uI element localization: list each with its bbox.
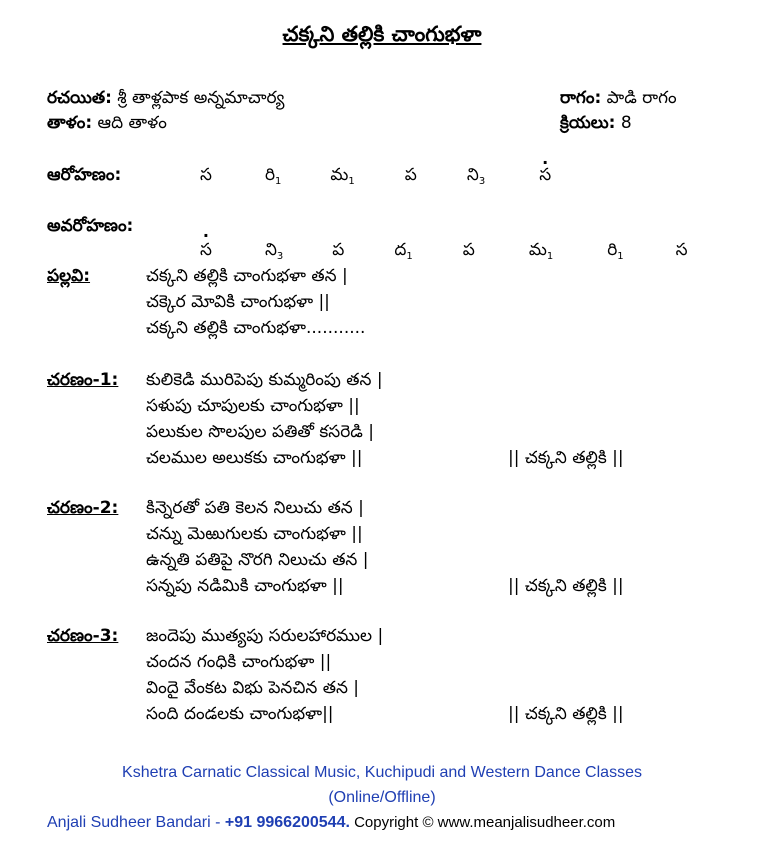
arohanam-note [467, 165, 485, 189]
composer-line [47, 88, 284, 112]
swara-letter: మ [330, 165, 349, 185]
pallavi-line: చక్కెర మోవికి చాంగుభళా || [146, 292, 330, 312]
charanam3-line: విందై వేంకట విభు పెనచిన తన | [146, 678, 360, 698]
footer-phone: +91 9966200544. [224, 814, 350, 831]
avarohanam-note [394, 240, 412, 264]
avarohanam-label: అవరోహణం: [47, 216, 134, 236]
avarohanam-note [676, 240, 688, 264]
swara-subscript: 1 [546, 251, 554, 262]
swara-letter: ద [394, 240, 407, 260]
charanam3-refrain: || చక్కని తల్లికి || [508, 704, 624, 724]
swara-letter: స [539, 165, 552, 185]
composer-label: రచయిత: [47, 88, 112, 108]
swara-subscript: 1 [275, 176, 282, 187]
footer-name: Anjali Sudheer Bandari - [47, 814, 225, 831]
charanam2-label: చరణం-2: [47, 498, 119, 518]
footer-line2: (Online/Offline) [328, 789, 436, 806]
arohanam-note [539, 165, 551, 189]
avarohanam-note [529, 240, 553, 264]
swara-subscript: 1 [406, 251, 413, 262]
pallavi-line: చక్కని తల్లికి చాంగుభళా........... [146, 318, 366, 338]
charanam3-line: జందెపు ముత్యపు సరులహారముల | [146, 626, 384, 646]
avarohanam-note [200, 240, 212, 264]
footer-contact [47, 814, 615, 832]
swara-subscript: 3 [276, 251, 284, 262]
charanam2-line: ఉన్నతి పతిపై నొరగి నిలుచు తన | [146, 550, 369, 570]
charanam1-line: కులికెడి మురిపెపు కుమ్మరింపు తన | [146, 370, 383, 390]
charanam3-line: చందన గంధికి చాంగుభళా || [146, 652, 332, 672]
swara-subscript: 3 [478, 176, 486, 187]
charanam3-line: సంది దండలకు చాంగుభళా|| [146, 704, 334, 724]
pallavi-line: చక్కని తల్లికి చాంగుభళా తన | [146, 266, 348, 286]
arohanam-note [330, 165, 354, 189]
swara-letter: ని [466, 165, 479, 185]
swara-letter: స [200, 240, 212, 260]
arohanam-note [200, 165, 212, 189]
charanam3-label: చరణం-3: [47, 626, 119, 646]
charanam1-refrain: || చక్కని తల్లికి || [508, 448, 624, 468]
charanam1-line: సళుపు చూపులకు చాంగుభళా || [146, 396, 360, 416]
charanam1-line: చలముల అలుకకు చాంగుభళా || [146, 448, 363, 468]
charanam2-refrain: || చక్కని తల్లికి || [508, 576, 624, 596]
arohanam-label: ఆరోహణం: [47, 165, 122, 185]
kriya-line [560, 113, 632, 137]
composer-value: శ్రీ తాళ్లపాక అన్నమాచార్య [111, 88, 285, 108]
swara-letter: స [675, 240, 688, 260]
swara-letter: ని [264, 240, 277, 260]
swara-letter: ప [462, 240, 475, 260]
kriya-value: 8 [615, 113, 632, 133]
footer-line1: Kshetra Carnatic Classical Music, Kuchipudi and Western Dance Classes [122, 764, 642, 781]
pallavi-label: పల్లవి: [47, 266, 91, 286]
tala-label: తాళం: [47, 113, 93, 133]
swara-letter: ప [332, 240, 345, 260]
arohanam-note [405, 165, 417, 189]
charanam2-line: చన్ను మెఱుగులకు చాంగుభళా || [146, 524, 363, 544]
avarohanam-note [463, 240, 475, 264]
swara-subscript: 1 [348, 176, 355, 187]
raga-line [560, 88, 677, 112]
swara-letter: మ [528, 240, 547, 260]
avarohanam-note [265, 240, 283, 264]
charanam2-line: కిన్నెరతో పతి కెలన నిలుచు తన | [146, 498, 364, 518]
page-title: చక్కని తల్లికి చాంగుభళా [282, 22, 482, 46]
charanam1-line: పలుకుల సొలపుల పతితో కసరెడి | [146, 422, 374, 442]
avarohanam-note [332, 240, 344, 264]
charanam1-label: చరణం-1: [47, 370, 119, 390]
footer-copyright: Copyright © www.meanjalisudheer.com [349, 814, 616, 831]
arohanam-note [265, 165, 281, 189]
kriya-label: క్రియలు: [560, 113, 616, 133]
tala-value: ఆది తాళం [92, 113, 167, 133]
charanam2-line: సన్నపు నడిమికి చాంగుభళా || [146, 576, 344, 596]
raga-label: రాగం: [560, 88, 602, 108]
avarohanam-note [607, 240, 623, 264]
swara-subscript: 1 [617, 251, 624, 262]
swara-letter: ప [404, 165, 417, 185]
swara-letter: స [200, 165, 212, 185]
raga-value: పాడి రాగం [601, 88, 677, 108]
tala-line [47, 113, 167, 137]
swara-letter: రి [607, 240, 618, 260]
swara-letter: రి [264, 165, 276, 185]
